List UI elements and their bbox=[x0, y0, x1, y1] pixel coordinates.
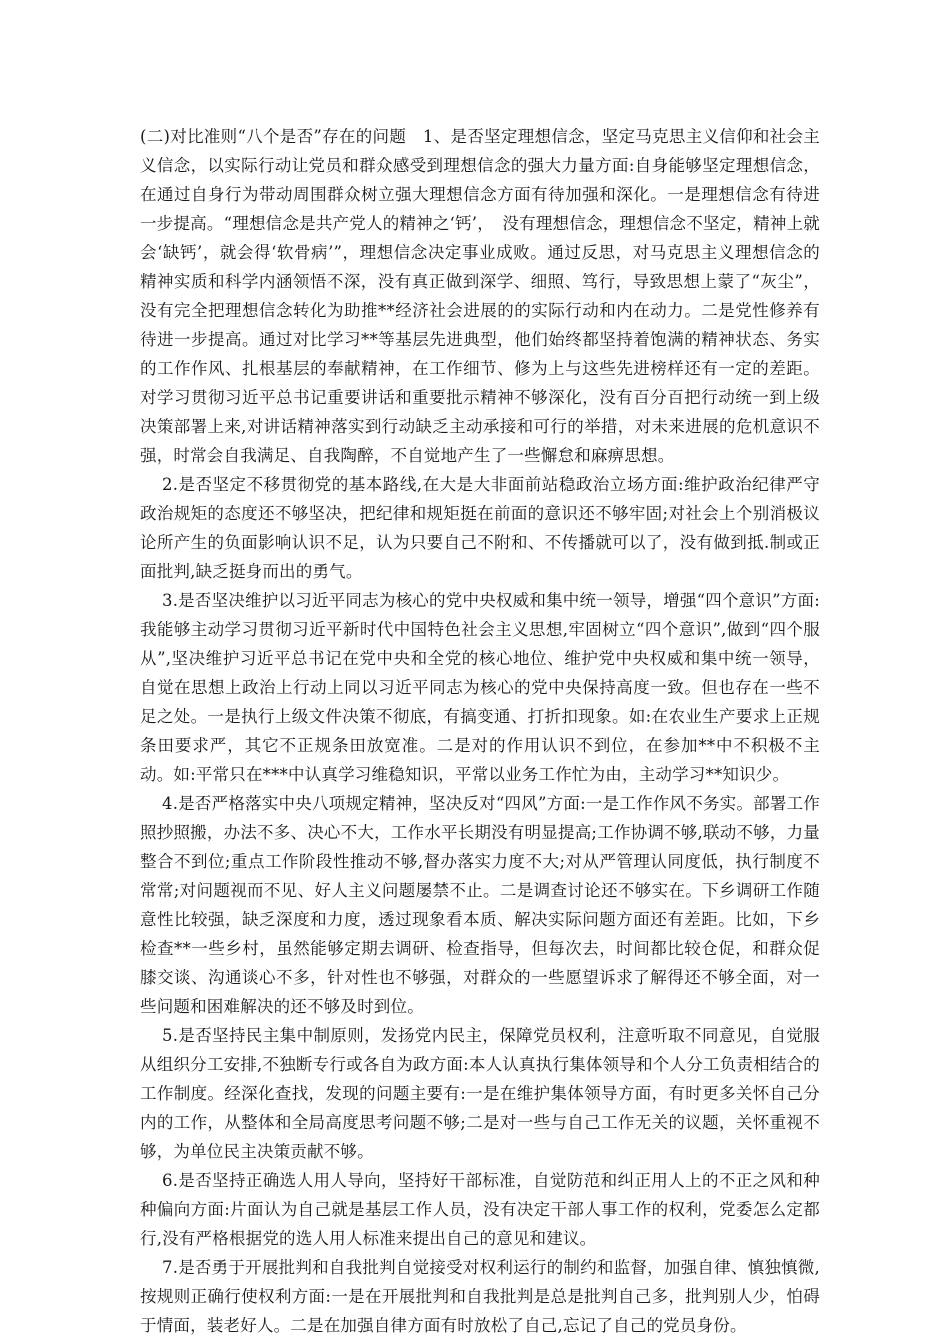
paragraph-item-4: 4.是否严格落实中央八项规定精神，坚决反对“四风”方面:一是工作作风不务实。部署工作照抄照搬，办法不多、决心不大，工作水平长期没有明显提高;工作协调不够,联动不够，力量整合不到位;重点工作阶段性推动不够,督办落实力度不大;对从严管理认同度低，执行制度不常常;对问题视而不见、好人主义问题屡禁不止。二是调查讨论还不够实在。下乡调研工作随意性比较强，缺乏深度和力度，透过现象看本质、解决实际问题方面还有差距。比如，下乡检查**一些乡村，虽然能够定期去调研、检查指导，但每次去，时间都比较仓促，和群众促膝交谈、沟通谈心不多，针对性也不够强，对群众的一些愿望诉求了解得还不够全面，对一些问题和困难解决的还不够及时到位。 bbox=[140, 794, 820, 1016]
paragraph-item-2: 2.是否坚定不移贯彻党的基本路线,在大是大非面前站稳政治立场方面:维护政治纪律严守政治规矩的态度还不够坚决，把纪律和规矩挺在前面的意识还不够牢固;对社会上个别消极议论所产生的负面影响认识不足，认为只要自己不附和、不传播就可以了，没有做到抵.制或正面批判,缺乏挺身而出的勇气。 bbox=[140, 475, 820, 581]
paragraph-item-6: 6.是否坚持正确选人用人导向，坚持好干部标准，自觉防范和纠正用人上的不正之风和种种偏向方面:片面认为自己就是基层工作人员，没有决定干部人事工作的权利，党委怎么定都行,没有严格根据党的选人用人标准来提出自己的意见和建议。 bbox=[140, 1171, 820, 1248]
paragraph-item-3: 3.是否坚决维护以习近平同志为核心的党中央权威和集中统一领导，增强“四个意识”方面:我能够主动学习贯彻习近平新时代中国特色社会主义思想,牢固树立“四个意识”,做到“四个服从”,坚决维护习近平总书记在党中央和全党的核心地位、维护党中央权威和集中统一领导，自觉在思想上政治上行动上同以习近平同志为核心的党中央保持高度一致。但也存在一些不足之处。一是执行上级文件决策不彻底，有搞变通、打折扣现象。如:在农业生产要求上正规条田要求严，其它不正规条田放宽准。二是对的作用认识不到位，在参加**中不积极不主动。如:平常只在***中认真学习维稳知识，平常以业务工作忙为由，主动学习**知识少。 bbox=[140, 591, 820, 784]
document-body bbox=[140, 122, 820, 1340]
paragraph-item-7: 7.是否勇于开展批判和自我批判自觉接受对权利运行的制约和监督，加强自律、慎独慎微,按规则正确行使权利方面:一是在开展批判和自我批判是总是批判自己多，批判别人少，怕碍于情面，装老好人。二是在加强自律方面有时放松了自己,忘记了自己的党员身份。 bbox=[140, 1258, 820, 1335]
paragraph-item-5: 5.是否坚持民主集中制原则，发扬党内民主，保障党员权利，注意听取不同意见，自觉服从组织分工安排,不独断专行或各自为政方面:本人认真执行集体领导和个人分工负责相结合的工作制度。经深化查找，发现的问题主要有:一是在维护集体领导方面，有时更多关怀自己分内的工作，从整体和全局高度思考问题不够;二是对一些与自己工作无关的议题，关怀重视不够，为单位民主决策贡献不够。 bbox=[140, 1026, 820, 1161]
paragraph-intro: (二)对比准则“八个是否”存在的问题 1、是否坚定理想信念，坚定马克思主义信仰和社会主义信念，以实际行动让党员和群众感受到理想信念的强大力量方面:自身能够坚定理想信念，在通过自身行为带动周围群众树立强大理想信念方面有待加强和深化。一是理想信念有待进一步提高。“理想信念是共产党人的精神之‘钙’， 没有理想信念，理想信念不坚定，精神上就会‘缺钙’，就会得‘软骨病’”，理想信念决定事业成败。通过反思，对马克思主义理想信念的精神实质和科学内涵领悟不深，没有真正做到深学、细照、笃行，导致思想上蒙了“灰尘”，没有完全把理想信念转化为助推**经济社会进展的的实际行动和内在动力。二是党性修养有待进一步提高。通过对比学习**等基层先进典型，他们始终都坚持着饱满的精神状态、务实的工作作风、扎根基层的奉献精神，在工作细节、修为上与这些先进榜样还有一定的差距。对学习贯彻习近平总书记重要讲话和重要批示精神不够深化，没有百分百把行动统一到上级决策部署上来,对讲话精神落实到行动缺乏主动承接和可行的举措，对未来进展的危机意识不强，时常会自我满足、自我陶醉，不自觉地产生了一些懈怠和麻痹思想。 bbox=[140, 127, 820, 465]
